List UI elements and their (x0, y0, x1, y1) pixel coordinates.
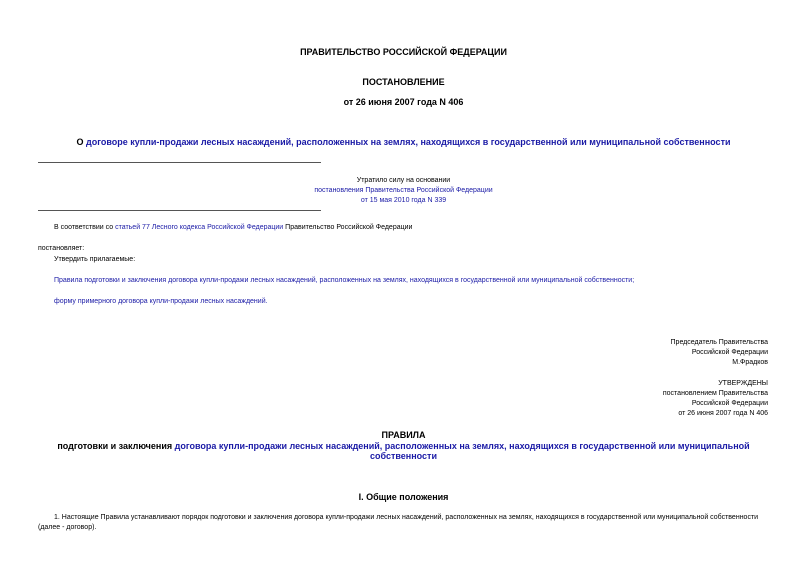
forest-code-link[interactable]: статьей 77 Лесного кодекса Российской Федерации (115, 224, 284, 231)
title-prefix: О (76, 137, 86, 147)
rules-subtitle (0, 441, 807, 451)
approved-line-3: Российской Федерации (691, 400, 768, 407)
section-heading: I. Общие положения (358, 492, 449, 502)
signature-line-2: Российской Федерации (691, 349, 768, 356)
rules-heading: ПРАВИЛА (381, 430, 426, 440)
repeal-link-decree[interactable]: постановления Правительства Российской Федерации (314, 187, 493, 194)
signature-name: М.Фрадков (732, 359, 768, 366)
bottom-divider (38, 210, 321, 211)
approved-heading: УТВЕРЖДЕНЫ (718, 380, 768, 387)
repeal-link-date[interactable]: от 15 мая 2010 года N 339 (360, 197, 447, 204)
paragraph-1-line-2: (далее - договор). (38, 524, 97, 531)
document-title (0, 137, 807, 147)
contract-form-link[interactable]: форму примерного договора купли-продажи лесных насаждений. (54, 298, 268, 305)
signature-line-1: Председатель Правительства (670, 339, 768, 346)
approve-text: Утвердить прилагаемые: (54, 256, 136, 263)
preamble (54, 223, 412, 233)
rules-subtitle-link[interactable]: договора купли-продажи лесных насаждений, расположенных на землях, находящихся в государственной или муниципальной (174, 441, 750, 451)
document-date: от 26 июня 2007 года N 406 (343, 97, 464, 107)
document-type: ПОСТАНОВЛЕНИЕ (362, 77, 445, 87)
rules-subtitle-link-cont[interactable]: собственности (370, 451, 437, 461)
top-divider (38, 162, 321, 163)
title-link[interactable]: договоре купли-продажи лесных насаждений, расположенных на землях, находящихся в государственной или муниципальной собственности (85, 137, 731, 147)
preamble-prefix: В соответствии со (54, 224, 116, 231)
paragraph-1-line-1: 1. Настоящие Правила устанавливают порядок подготовки и заключения договора купли-продажи лесных насаждений, расположенных на землях, находящихся в государственной или муниципальной собственности (54, 514, 759, 521)
government-name: ПРАВИТЕЛЬСТВО РОССИЙСКОЙ ФЕДЕРАЦИИ (300, 47, 507, 57)
rules-link[interactable]: Правила подготовки и заключения договора купли-продажи лесных насаждений, расположенных на землях, находящихся в государственной или муниципальной собственности; (54, 277, 635, 284)
decrees-text: постановляет: (38, 245, 85, 252)
approved-date: от 26 июня 2007 года N 406 (678, 410, 768, 417)
preamble-suffix: Правительство Российской Федерации (283, 224, 413, 231)
rules-subtitle-prefix: подготовки и заключения (57, 441, 175, 451)
repeal-line-1: Утратило силу на основании (356, 177, 451, 184)
approved-line-2: постановлением Правительства (662, 390, 768, 397)
